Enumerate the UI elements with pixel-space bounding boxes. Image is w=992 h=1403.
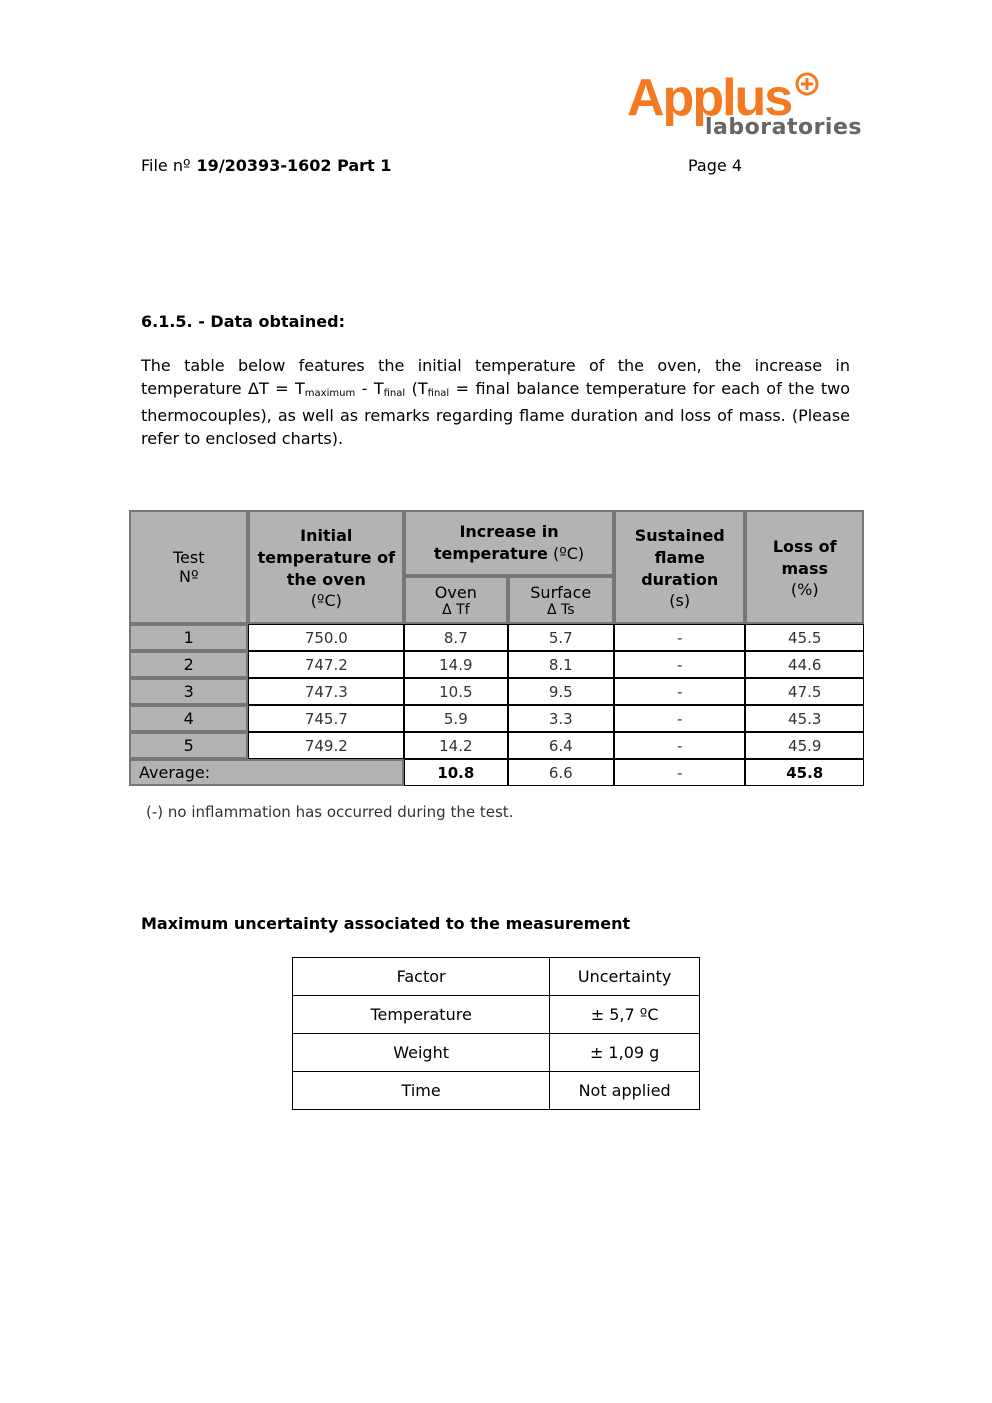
data-table [129, 510, 864, 786]
file-label: File nº [141, 156, 191, 175]
logo-sub: laboratories [705, 115, 862, 140]
header-mass: Loss of mass (%) [745, 510, 864, 624]
table-row: 5 749.2 14.2 6.4 - 45.9 [129, 732, 864, 759]
table-row: Time Not applied [293, 1072, 700, 1110]
table-row: Temperature ± 5,7 ºC [293, 996, 700, 1034]
header-test: Test Nº [129, 510, 248, 624]
table-row: 4 745.7 5.9 3.3 - 45.3 [129, 705, 864, 732]
page-number: Page 4 [688, 156, 742, 175]
table-row: Weight ± 1,09 g [293, 1034, 700, 1072]
file-number: 19/20393-1602 Part 1 [196, 156, 392, 175]
header-oven: Oven Δ Tf [404, 576, 507, 624]
header-initial-temp: Initial temperature of the oven (ºC) [248, 510, 404, 624]
file-number-line [141, 156, 391, 175]
uncertainty-table [292, 957, 700, 1110]
table-row: 2 747.2 14.9 8.1 - 44.6 [129, 651, 864, 678]
applus-logo [627, 69, 862, 148]
logo-brand: Applus [627, 69, 792, 127]
table-row: 1 750.0 8.7 5.7 - 45.5 [129, 624, 864, 651]
average-row: Average: 10.8 6.6 - 45.8 [129, 759, 864, 786]
section-title: 6.1.5. - Data obtained: [141, 312, 345, 331]
header-increase: Increase in temperature (ºC) [404, 510, 614, 576]
header-flame: Sustained flame duration (s) [614, 510, 746, 624]
plus-icon [795, 72, 819, 96]
table-row: 3 747.3 10.5 9.5 - 47.5 [129, 678, 864, 705]
header-surface: Surface Δ Ts [508, 576, 614, 624]
table-row: Factor Uncertainty [293, 958, 700, 996]
footnote: (-) no inflammation has occurred during the test. [146, 803, 514, 821]
intro-paragraph: The table below features the initial temperature of the oven, the increase in temperature $\Delta T = T_{maximum} - T_{final}$ ($T_{final}$ = final balance temperature for each of the two thermocouples), as well as remarks regarding flame duration and loss of mass. (Please refer to enclosed charts). [141, 356, 851, 448]
uncertainty-title: Maximum uncertainty associated to the measurement [141, 914, 631, 933]
